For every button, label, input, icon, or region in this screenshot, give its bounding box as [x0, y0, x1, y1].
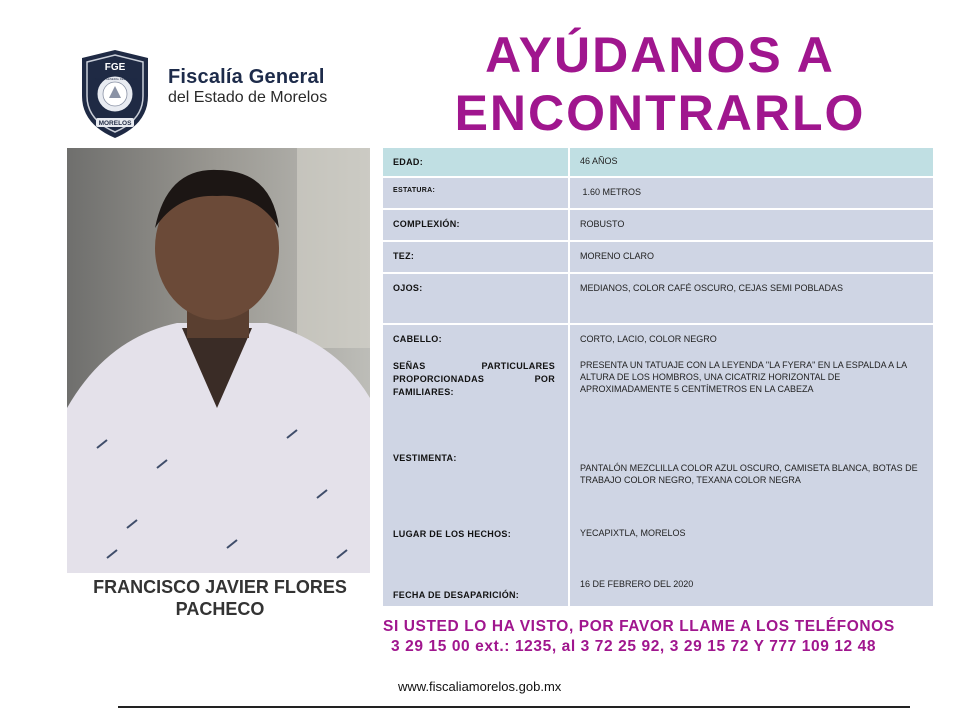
value-vestimenta: PANTALÓN MEZCLILLA COLOR AZUL OSCURO, CAMISETA BLANCA, BOTAS DE TRABAJO COLOR NEGRO, TEXANA COLOR NEGRA: [580, 463, 918, 485]
org-line-1: Fiscalía General: [168, 66, 325, 88]
headline-line-2: ENCONTRARLO: [454, 85, 866, 141]
value-complexion: ROBUSTO: [580, 219, 625, 229]
value-estatura: 1.60 METROS: [580, 187, 642, 197]
table-row-estatura: [383, 178, 933, 208]
value-lugar: YECAPIXTLA, MORELOS: [580, 528, 686, 538]
label-cabello: CABELLO:: [393, 334, 442, 344]
value-edad: 46 AÑOS: [580, 156, 618, 166]
table-row-group: [383, 325, 933, 606]
label-complexion: COMPLEXIÓN:: [393, 219, 460, 229]
label-lugar: LUGAR DE LOS HECHOS:: [393, 529, 512, 539]
person-name: FRANCISCO JAVIER FLORES PACHECO: [93, 577, 347, 619]
label-fecha: FECHA DE DESAPARICIÓN:: [393, 590, 520, 600]
headline-line-1: AYÚDANOS A: [485, 27, 835, 83]
cta-phone-numbers: 3 29 15 00 ext.: 1235, al 3 72 25 92, 3 29 15 72 Y 777 109 12 48: [391, 638, 877, 655]
label-estatura: ESTATURA:: [393, 187, 436, 194]
badge-ring-text: FISCALÍA GENERAL DEL ESTADO: [92, 77, 138, 81]
value-ojos: MEDIANOS, COLOR CAFÉ OSCURO, CEJAS SEMI POBLADAS: [580, 283, 844, 293]
table-row-edad: [383, 148, 933, 176]
value-senas: PRESENTA UN TATUAJE CON LA LEYENDA "LA FYERA" EN LA ESPALDA A LA ALTURA DE LOS HOMBROS, UNA CICATRIZ HORIZONTAL DE APROXIMADAMENTE 5 CENTÍMETROS EN LA CABEZA: [580, 360, 907, 394]
value-tez: MORENO CLARO: [580, 251, 655, 261]
website-link[interactable]: www.fiscaliamorelos.gob.mx: [398, 679, 562, 694]
label-vestimenta: VESTIMENTA:: [393, 453, 457, 463]
table-row-tez: [383, 242, 933, 272]
badge-top-text: FGE: [104, 62, 126, 73]
cta-line-1: SI USTED LO HA VISTO, POR FAVOR LLAME A LOS TELÉFONOS: [383, 618, 895, 635]
organization-name: [168, 66, 327, 108]
label-senas: SEÑAS PARTICULARES PROPORCIONADAS POR FAMILIARES:: [393, 361, 555, 397]
table-row-complexion: [383, 210, 933, 240]
headline: [420, 26, 900, 142]
label-edad: EDAD:: [393, 157, 423, 167]
label-tez: TEZ:: [393, 251, 415, 261]
call-to-action: [383, 617, 943, 657]
fge-badge-logo: [78, 48, 152, 140]
value-cabello: CORTO, LACIO, COLOR NEGRO: [580, 334, 717, 344]
column-divider: [568, 148, 570, 606]
missing-person-photo: [67, 148, 370, 573]
details-table: [383, 148, 933, 606]
org-line-2: del Estado de Morelos: [168, 89, 328, 106]
footer-divider: [118, 706, 910, 708]
table-row-ojos: [383, 274, 933, 323]
badge-bottom-text: MORELOS: [98, 120, 132, 127]
label-ojos: OJOS:: [393, 283, 423, 293]
value-fecha: 16 DE FEBRERO DEL 2020: [580, 579, 694, 589]
person-silhouette: [67, 148, 370, 573]
